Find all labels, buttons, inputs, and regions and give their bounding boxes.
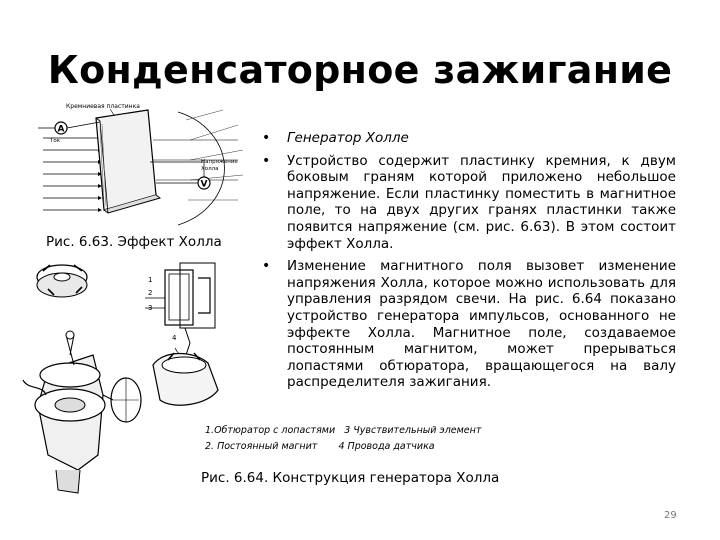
- callout-2: 2: [148, 289, 153, 297]
- callout-4: 4: [172, 334, 177, 342]
- figure-6-64-caption: Рис. 6.64. Конструкция генератора Холла: [201, 470, 500, 486]
- figure-6-63-caption: Рис. 6.63. Эффект Холла: [46, 234, 222, 250]
- page-number: 29: [664, 510, 677, 521]
- legend-item-4: 4 Провода датчика: [338, 441, 435, 452]
- voltage-label-line2: Холла: [201, 166, 219, 172]
- bullet-heading: • Генератор Холле: [262, 130, 676, 147]
- callout-1: 1: [148, 276, 153, 284]
- voltmeter-symbol: V: [200, 179, 208, 190]
- figure-6-64-legend: [205, 423, 481, 455]
- ammeter-symbol: A: [57, 124, 65, 135]
- voltage-label-line1: Напряжение: [201, 159, 238, 165]
- hall-effect-figure: [38, 100, 248, 230]
- bullet-generator: • Изменение магнитного поля вызовет изменение напряжения Холла, которое можно использовать для управления разрядом свечи. На рис. 6.64 показано устройство генератора импульсов, основанного не эффекте Холла. Магнитное поле, создаваемое постоянным магнитом, может прерываться лопастями обтюратора, вращающегося на валу распределителя зажигания.: [262, 258, 676, 391]
- callout-3: 3: [148, 304, 153, 312]
- legend-item-1: 1.Обтюратор с лопастями: [205, 425, 336, 436]
- slide-title: Конденсаторное зажигание: [47, 48, 673, 92]
- legend-item-3: 3 Чувствительный элемент: [344, 425, 482, 436]
- bullet-list: [262, 130, 676, 397]
- bullet-hall-effect: • Устройство содержит пластинку кремния, к двум боковым граням которой приложено небольшое напряжение. Если пластинку поместить в магнитное поле, то на двух других гранях пластинки также появится напряжение (см. рис. 6.63). В этом состоит эффект Холла.: [262, 153, 676, 253]
- plate-label: Кремниевая пластинка: [66, 103, 140, 110]
- vacuum-unit-figure: [148, 345, 228, 415]
- current-label: Ток: [50, 138, 61, 144]
- legend-item-2: 2. Постоянный магнит: [205, 441, 318, 452]
